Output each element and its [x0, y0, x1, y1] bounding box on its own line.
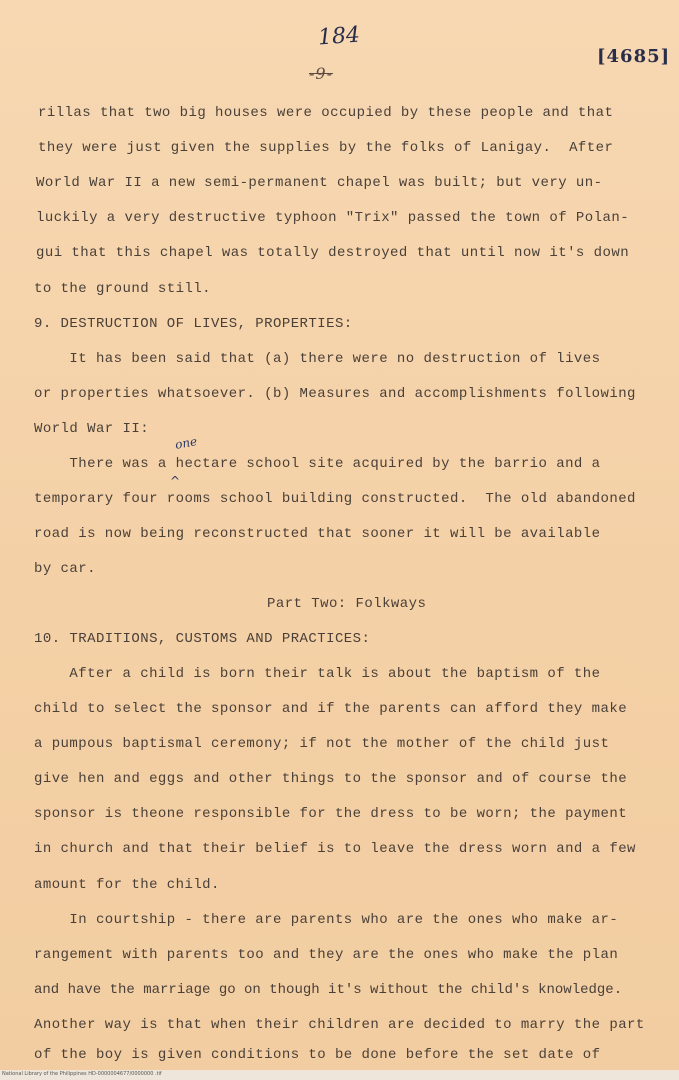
text-line: luckily a very destructive typhoon "Trix" passed the town of Polan-	[36, 210, 630, 226]
handwritten-insertion: one	[173, 434, 199, 452]
text-line: In courtship - there are parents who are the ones who make ar-	[34, 912, 619, 928]
page-number: 184	[317, 22, 361, 51]
text-line: rangement with parents too and they are the ones who make the plan	[34, 947, 619, 963]
text-line: amount for the child.	[34, 877, 220, 893]
section-heading: 10. TRADITIONS, CUSTOMS AND PRACTICES:	[34, 631, 371, 647]
text-line: World War II a new semi-permanent chapel was built; but very un-	[36, 175, 603, 191]
text-line: After a child is born their talk is about the baptism of the	[34, 666, 601, 682]
archive-footer-text: National Library of the Philippines HD-0000004677/0000000 .tif	[2, 1071, 162, 1077]
typed-page-mark: -9-	[309, 64, 333, 83]
text-line: sponsor is theone responsible for the dress to be worn; the payment	[34, 806, 628, 822]
text-line: gui that this chapel was totally destroyed that until now it's down	[36, 245, 630, 261]
text-line: by car.	[34, 561, 96, 577]
text-line: to the ground still.	[34, 281, 212, 297]
text-line: Another way is that when their children are decided to marry the part	[34, 1017, 645, 1033]
insertion-caret: ^	[170, 474, 181, 488]
text-line: temporary four rooms school building constructed. The old abandoned	[34, 491, 636, 507]
text-line: World War II:	[34, 421, 150, 437]
catalog-code: [4685]	[597, 46, 671, 67]
text-line: they were just given the supplies by the folks of Lanigay. After	[38, 140, 614, 156]
text-line: There was a hectare school site acquired by the barrio and a	[34, 456, 601, 472]
text-line: in church and that their belief is to leave the dress worn and a few	[34, 841, 636, 857]
text-line: child to select the sponsor and if the parents can afford they make	[34, 701, 628, 717]
text-line: give hen and eggs and other things to the sponsor and of course the	[34, 771, 628, 787]
text-line: road is now being reconstructed that sooner it will be available	[34, 526, 601, 542]
text-line: It has been said that (a) there were no destruction of lives	[34, 351, 601, 367]
archive-footer	[0, 1070, 679, 1080]
part-heading: Part Two: Folkways	[267, 596, 427, 612]
text-line: and have the marriage go on though it's without the child's knowledge.	[34, 982, 623, 998]
text-line: of the boy is given conditions to be done before the set date of	[34, 1047, 601, 1063]
text-line: rillas that two big houses were occupied by these people and that	[38, 105, 614, 121]
text-line: a pumpous baptismal ceremony; if not the mother of the child just	[34, 736, 610, 752]
text-line: or properties whatsoever. (b) Measures and accomplishments following	[34, 386, 636, 402]
section-heading: 9. DESTRUCTION OF LIVES, PROPERTIES:	[34, 316, 353, 332]
